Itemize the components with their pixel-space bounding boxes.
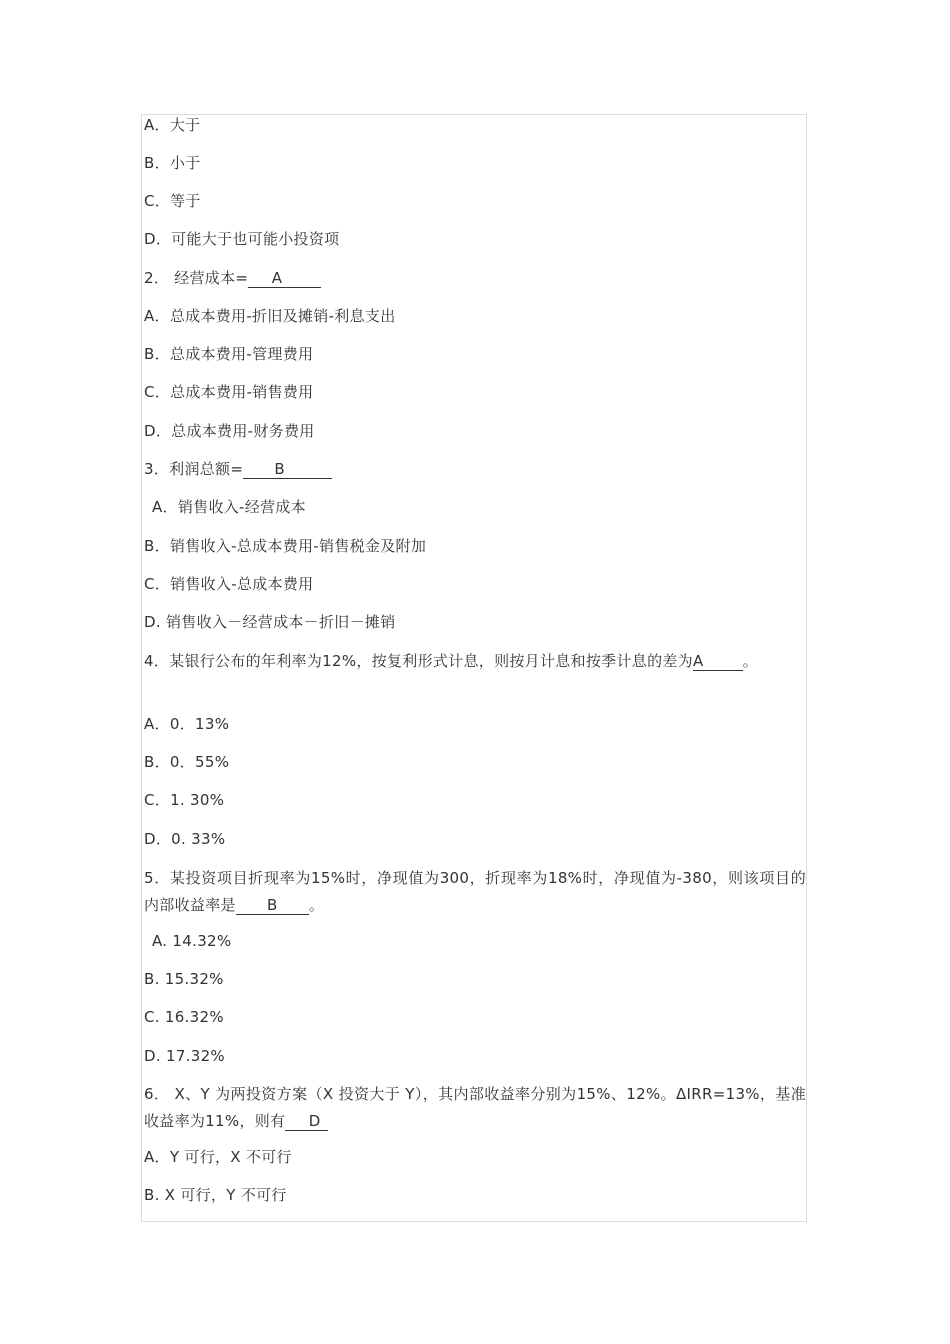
option-q4-b: B．0．55% <box>144 753 230 771</box>
option-q5-c: C. 16.32% <box>144 1008 224 1026</box>
option-q1-a: A．大于 <box>144 116 201 134</box>
question-5 <box>144 865 806 919</box>
question-5-answer: B <box>267 896 278 914</box>
question-4-text: 4．某银行公布的年利率为12%，按复利形式计息，则按月计息和按季计息的差为 <box>144 652 693 670</box>
option-q5-b: B. 15.32% <box>144 970 224 988</box>
question-6-answer: D <box>308 1112 321 1130</box>
option-q2-d: D．总成本费用-财务费用 <box>144 422 315 440</box>
question-3-answer: B <box>274 460 286 478</box>
question-2 <box>144 265 321 292</box>
option-q2-b: B．总成本费用-管理费用 <box>144 345 314 363</box>
question-2-answer-blank <box>248 269 321 288</box>
option-q6-a: A．Y 可行，X 不可行 <box>144 1148 292 1166</box>
question-3-text: 3．利润总额= <box>144 460 244 478</box>
option-q3-c: C．销售收入-总成本费用 <box>144 575 314 593</box>
option-q4-d: D．0. 33% <box>144 830 226 848</box>
question-4 <box>144 648 806 675</box>
option-q3-d: D. 销售收入－经营成本－折旧－摊销 <box>144 613 396 631</box>
option-q4-c: C．1. 30% <box>144 791 225 809</box>
option-q3-b: B．销售收入-总成本费用-销售税金及附加 <box>144 537 427 555</box>
question-5-suffix: 。 <box>308 896 325 914</box>
option-q5-d: D. 17.32% <box>144 1047 225 1065</box>
question-4-suffix: 。 <box>742 652 758 670</box>
question-2-answer: A <box>271 269 283 287</box>
question-4-answer-blank <box>693 652 743 671</box>
option-q2-a: A．总成本费用-折旧及摊销-利息支出 <box>144 307 396 325</box>
option-q6-b: B. X 可行，Y 不可行 <box>144 1186 287 1204</box>
option-q3-a: A．销售收入-经营成本 <box>152 498 306 516</box>
question-3-answer-blank <box>243 460 332 479</box>
option-q5-a: A. 14.32% <box>152 932 232 950</box>
question-6-answer-blank <box>285 1112 328 1131</box>
option-q4-a: A．0．13% <box>144 715 230 733</box>
option-q1-c: C．等于 <box>144 192 201 210</box>
question-2-text: 2． 经营成本= <box>144 269 249 287</box>
question-5-text: 5．某投资项目折现率为15%时，净现值为300，折现率为18%时，净现值为-380，则该项目的内部收益率是 <box>144 869 806 914</box>
option-q2-c: C．总成本费用-销售费用 <box>144 383 314 401</box>
option-q1-d: D．可能大于也可能小投资项 <box>144 230 340 248</box>
option-q1-b: B．小于 <box>144 154 201 172</box>
question-5-answer-blank <box>236 896 309 915</box>
question-3 <box>144 456 332 483</box>
question-6-text: 6． X、Y 为两投资方案（X 投资大于 Y），其内部收益率分别为15%、12%。ΔIRR=13%，基准收益率为11%，则有 <box>144 1085 806 1130</box>
question-6 <box>144 1081 806 1135</box>
question-4-answer: A <box>693 652 704 670</box>
